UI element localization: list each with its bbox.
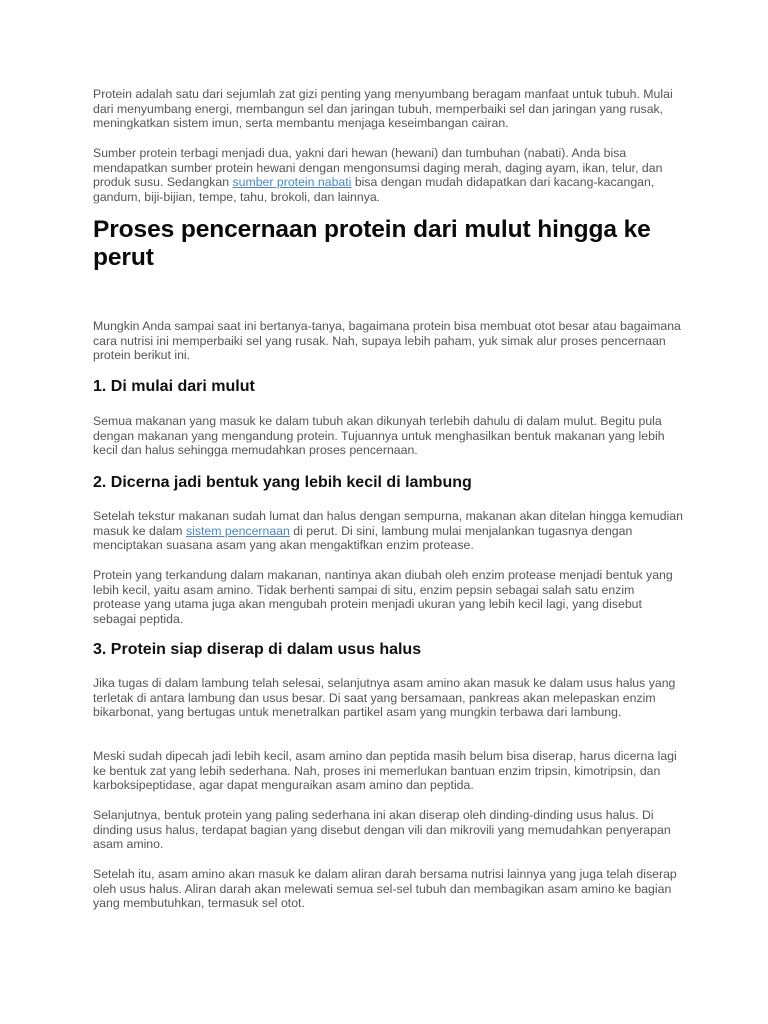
paragraph-text: Setelah tekstur makanan sudah lumat dan halus dengan sempurna, makanan akan ditelan hingga kemudian masuk ke dalam <box>93 509 683 538</box>
step3-paragraph-1: Jika tugas di dalam lambung telah selesai, selanjutnya asam amino akan masuk ke dalam usus halus yang terletak di antara lambung dan usus besar. Di saat yang bersamaan, pankreas akan melepaskan enzim bikarbonat, yang bertugas untuk menetralkan partikel asam yang mungkin terbawa dari lambung. <box>93 676 676 720</box>
protein-sources-paragraph <box>93 146 683 204</box>
step3-paragraph-4: Setelah itu, asam amino akan masuk ke dalam aliran darah bersama nutrisi lainnya yang juga telah diserap oleh usus halus. Aliran darah akan melewati semua sel-sel tubuh dan membagikan asam amino ke bagian yang membutuhkan, termasuk sel otot. <box>93 867 677 911</box>
intro-paragraph: Protein adalah satu dari sejumlah zat gizi penting yang menyumbang beragam manfaat untuk tubuh. Mulai dari menyumbang energi, membangun sel dan jaringan tubuh, memperbaiki sel dan jaringan yang rusak, meningkatkan sistem imun, serta membantu menjaga keseimbangan cairan. <box>93 87 673 131</box>
link-sistem-pencernaan[interactable]: sistem pencernaan <box>185 523 290 538</box>
step1-paragraph: Semua makanan yang masuk ke dalam tubuh akan dikunyah terlebih dahulu di dalam mulut. Begitu pula dengan makanan yang mengandung protein. Tujuannya untuk menghasilkan bentuk makanan yang lebih kecil dan halus sehingga memudahkan proses pencernaan. <box>93 414 665 458</box>
paragraph-text: bisa dengan mudah didapatkan dari kacang-kacangan, gandum, biji-bijian, tempe, tahu, brokoli, dan lainnya. <box>93 175 655 204</box>
step3-paragraph-3: Selanjutnya, bentuk protein yang paling sederhana ini akan diserap oleh dinding-dinding usus halus. Di dinding usus halus, terdapat bagian yang disebut dengan vili dan mikrovili yang memudahkan penyerapan asam amino. <box>93 808 671 852</box>
digestion-intro-paragraph: Mungkin Anda sampai saat ini bertanya-tanya, bagaimana protein bisa membuat otot besar atau bagaimana cara nutrisi ini memperbaiki sel yang rusak. Nah, supaya lebih paham, yuk simak alur proses pencernaan protein berikut ini. <box>93 319 681 363</box>
section-heading-step3: 3. Protein siap diserap di dalam usus halus <box>93 641 422 658</box>
link-sumber-protein-nabati[interactable]: sumber protein nabati <box>232 175 352 190</box>
paragraph-text: Sumber protein terbagi menjadi dua, yakni dari hewan (hewani) dan tumbuhan (nabati). Anda bisa mendapatkan sumber protein hewani dengan mengonsumsi daging merah, daging ayam, ikan, telur, dan produk susu. Sedangkan <box>93 146 663 190</box>
section-heading-step1: 1. Di mulai dari mulut <box>93 378 255 395</box>
step3-paragraph-2: Meski sudah dipecah jadi lebih kecil, asam amino dan peptida masih belum bisa diserap, harus dicerna lagi ke bentuk zat yang lebih sederhana. Nah, proses ini memerlukan bantuan enzim tripsin, kimotripsin, dan karboksipeptidase, agar dapat menguraikan asam amino dan peptida. <box>93 749 677 793</box>
page-title: Proses pencernaan protein dari mulut hingga ke perut <box>93 216 651 271</box>
paragraph-text: di perut. Di sini, lambung mulai menjalankan tugasnya dengan menciptakan suasana asam yang akan mengaktifkan enzim protease. <box>93 523 633 553</box>
step2-paragraph-1 <box>93 509 683 553</box>
step2-paragraph-2: Protein yang terkandung dalam makanan, nantinya akan diubah oleh enzim protease menjadi bentuk yang lebih kecil, yaitu asam amino. Tidak berhenti sampai di situ, enzim pepsin sebagai salah satu enzim protease yang utama juga akan mengubah protein menjadi ukuran yang lebih kecil lagi, yang disebut sebagai peptida. <box>93 568 673 626</box>
section-heading-step2: 2. Dicerna jadi bentuk yang lebih kecil di lambung <box>93 474 472 491</box>
